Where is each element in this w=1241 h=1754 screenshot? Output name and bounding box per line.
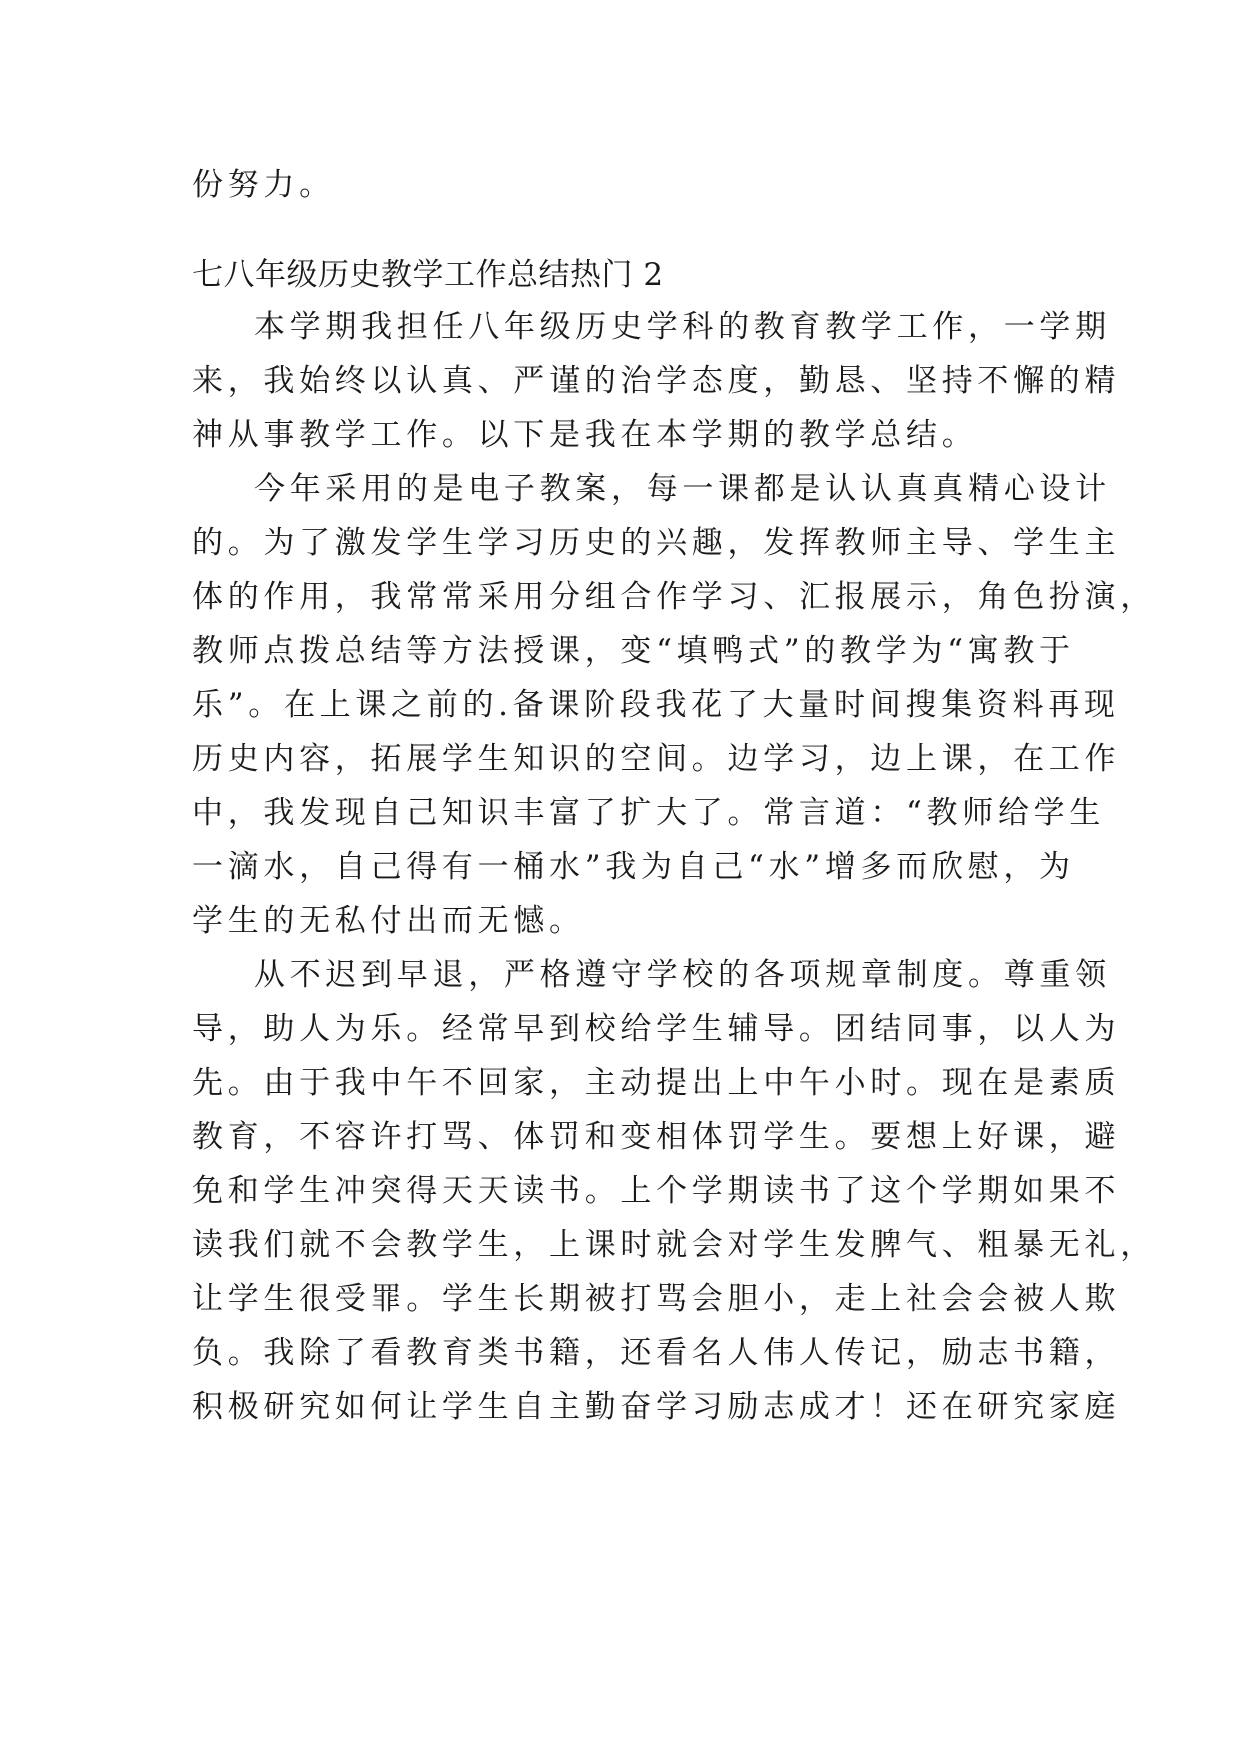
section-heading: 七八年级历史教学工作总结热门 2 <box>192 257 664 293</box>
paragraph-2-line-4: 教师点拨总结等方法授课，变“填鸭式”的教学为“寓教于 <box>192 633 1075 669</box>
text-line-continuation: 份努力。 <box>192 167 335 203</box>
paragraph-3-line-6: 读我们就不会教学生，上课时就会对学生发脾气、粗暴无礼， <box>192 1227 1156 1263</box>
paragraph-1-line-2: 来，我始终以认真、严谨的治学态度，勤恳、坚持不懈的精 <box>192 363 1121 399</box>
paragraph-2-line-6: 历史内容，拓展学生知识的空间。边学习，边上课，在工作 <box>192 741 1121 777</box>
paragraph-2-line-3: 体的作用，我常常采用分组合作学习、汇报展示，角色扮演， <box>192 579 1156 615</box>
paragraph-1-line-3: 神从事教学工作。以下是我在本学期的教学总结。 <box>192 417 978 453</box>
paragraph-3-line-7: 让学生很受罪。学生长期被打骂会胆小，走上社会会被人欺 <box>192 1281 1121 1317</box>
paragraph-1-line-1: 本学期我担任八年级历史学科的教育教学工作，一学期 <box>254 309 1111 345</box>
paragraph-2-line-9: 学生的无私付出而无憾。 <box>192 903 585 939</box>
paragraph-3-line-5: 免和学生冲突得天天读书。上个学期读书了这个学期如果不 <box>192 1173 1121 1209</box>
paragraph-2-line-2: 的。为了激发学生学习历史的兴趣，发挥教师主导、学生主 <box>192 525 1121 561</box>
paragraph-3-line-8: 负。我除了看教育类书籍，还看名人伟人传记，励志书籍， <box>192 1335 1121 1371</box>
paragraph-3-line-3: 先。由于我中午不回家，主动提出上中午小时。现在是素质 <box>192 1065 1121 1101</box>
paragraph-2-line-8: 一滴水，自己得有一桶水”我为自己“水”增多而欣慰，为 <box>192 849 1075 885</box>
paragraph-3-line-2: 导，助人为乐。经常早到校给学生辅导。团结同事，以人为 <box>192 1011 1121 1047</box>
paragraph-3-line-9: 积极研究如何让学生自主勤奋学习励志成才！还在研究家庭 <box>192 1389 1121 1425</box>
paragraph-3-line-1: 从不迟到早退，严格遵守学校的各项规章制度。尊重领 <box>254 957 1111 993</box>
paragraph-3-line-4: 教育，不容许打骂、体罚和变相体罚学生。要想上好课，避 <box>192 1119 1121 1155</box>
paragraph-2-line-7: 中，我发现自己知识丰富了扩大了。常言道：“教师给学生 <box>192 795 1106 831</box>
paragraph-2-line-1: 今年采用的是电子教案，每一课都是认认真真精心设计 <box>254 471 1111 507</box>
paragraph-2-line-5: 乐”。在上课之前的.备课阶段我花了大量时间搜集资料再现 <box>192 687 1120 723</box>
